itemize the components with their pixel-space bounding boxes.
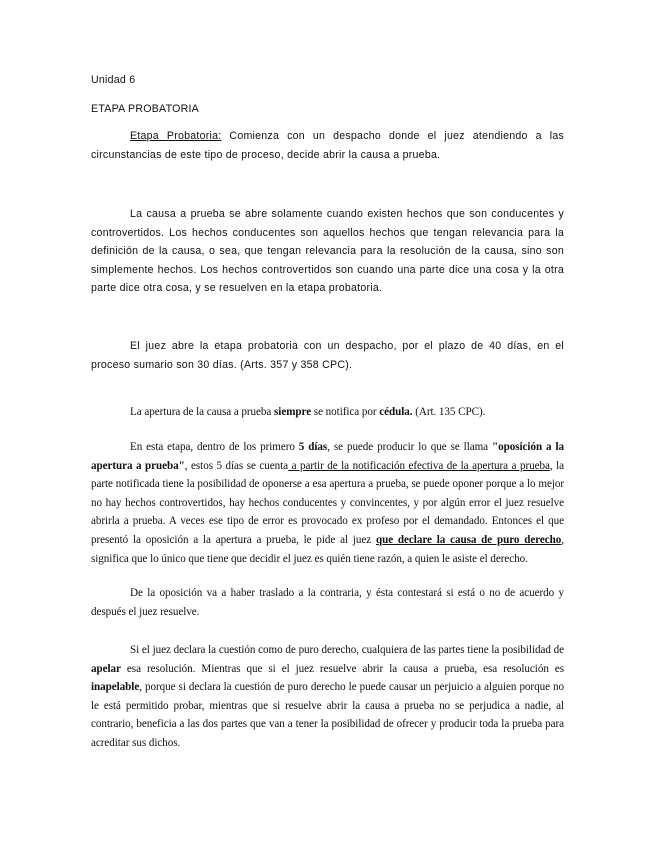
paragraph-traslado: De la oposición va a haber traslado a la contraria, y ésta contestará si está o no de acuerdo y después el juez resuelve.: [91, 587, 564, 618]
text-run: , la parte notificada tiene la posibilidad de oponerse a esa apertura a prueba, se puede oponer porque a lo mejor no hay hechos controvertidos, hay hechos conducentes y convincentes, y por algún error el juez resuelve abrirla a prueba. A veces ese tipo de error es provocado ex profeso por el demandado. Entonces el que presentó la oposición a la apertura a prueba, le pide al juez: [91, 459, 564, 546]
text-run: (Art. 135 CPC).: [412, 406, 486, 418]
text-run: esa resolución. Mientras que si el juez resuelve abrir la causa a prueba, esa resolución es: [120, 662, 564, 675]
bold-apelar: apelar: [91, 662, 121, 675]
term-label: Etapa Probatoria:: [130, 130, 222, 142]
bold-inapelable: inapelable: [91, 681, 140, 694]
text-run: , significa que lo único que tiene que decidir el juez es quién tiene razón, a quien le asiste el derecho.: [91, 533, 564, 565]
paragraph-conducentes: La causa a prueba se abre solamente cuando existen hechos que son conducentes y controvertidos. Los hechos conducentes son aquellos hechos que tengan relevancia para la definición de la causa, o sea, que tengan relevancia para la resolución de la causa, sino son simplemente hechos. Los hechos controvertidos son cuando una parte dice una cosa y la otra parte dice otra cosa, y se resuelven en la etapa probatoria.: [91, 208, 564, 295]
text-run: , porque si declara la cuestión de puro derecho le puede causar un perjuicio a alguien porque no le está permitido probar, mientras que si resuelve abrir la causa a prueba no se perjudica a nadie, al contrario, beneficia a las dos partes que van a tener la posibilidad de ofrecer y producir toda la prueba para acreditar sus dichos.: [91, 681, 564, 749]
paragraph-oposicion: [91, 438, 564, 568]
paragraph-definition: [91, 127, 564, 164]
bold-siempre: siempre: [274, 406, 312, 418]
text-run: se notifica por: [311, 406, 380, 418]
unit-heading: Unidad 6: [91, 74, 136, 86]
paragraph-apelacion: [91, 641, 564, 753]
bold-cedula: cédula.: [379, 406, 413, 418]
text-run: En esta etapa, dentro de los primero: [130, 441, 299, 453]
text-run: , estos 5 días se cuenta: [184, 459, 289, 472]
bold-dias: 5 días: [298, 441, 328, 453]
bold-oposicion: "oposición a la apertura a prueba": [91, 441, 564, 472]
text-run: , se puede producir lo que se llama: [327, 441, 493, 453]
section-title: ETAPA PROBATORIA: [91, 103, 200, 115]
paragraph-plazo: El juez abre la etapa probatoria con un despacho, por el plazo de 40 días, en el proceso sumario son 30 días. (Arts. 357 y 358 CPC).: [91, 340, 564, 371]
definition-text: Comienza con un despacho donde el juez atendiendo a las circunstancias de este tipo de proceso, decide abrir la causa a prueba.: [91, 130, 565, 161]
bold-underline-puro-derecho: que declare la causa de puro derecho: [375, 533, 562, 546]
text-run: La apertura de la causa a prueba: [130, 406, 275, 418]
underline-notificacion: a partir de la notificación efectiva de la apertura a prueba: [288, 459, 550, 472]
text-run: Si el juez declara la cuestión como de puro derecho, cualquiera de las partes tiene la posibilidad de: [130, 644, 564, 656]
paragraph-notificacion: [91, 403, 564, 422]
